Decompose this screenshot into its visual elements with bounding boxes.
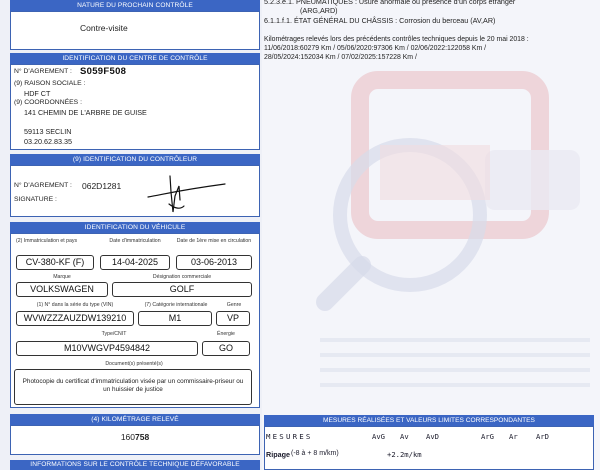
type-field: M10VWGVP4594842 — [16, 341, 198, 356]
date-immat-field: 14-04-2025 — [100, 255, 170, 270]
designation-field: GOLF — [112, 282, 252, 297]
controleur-header: (9) IDENTIFICATION DU CONTRÔLEUR — [10, 154, 260, 165]
col-arg: ArG — [481, 432, 494, 441]
infos-header: INFORMATIONS SUR LE CONTRÔLE TECHNIQUE DÉFAVORABLE — [10, 460, 260, 470]
controleur-agrement-value: 062D1281 — [82, 181, 122, 191]
raison-sociale-label: (9) RAISON SOCIALE : — [14, 80, 86, 87]
nature-prochain-value: Contre-visite — [80, 23, 128, 33]
categorie-label: (7) Catégorie internationale — [144, 302, 208, 308]
defect-line-2: (ARG,ARD) — [300, 6, 338, 15]
immat-label: (2) Immatriculation et pays — [16, 238, 78, 244]
centre-header: IDENTIFICATION DU CENTRE DE CONTRÔLE — [10, 53, 260, 64]
centre-phone: 03.20.62.83.35 — [24, 137, 72, 146]
kilometrage-value-tail: 758 — [135, 432, 150, 442]
centre-agrement-value: S059F508 — [80, 66, 127, 77]
car-watermark-icon — [300, 40, 600, 430]
nature-prochain-header: NATURE DU PROCHAIN CONTRÔLE — [10, 0, 260, 11]
date-mise-field: 03-06-2013 — [176, 255, 252, 270]
nature-prochain-box — [10, 11, 260, 50]
controleur-agrement-label: N° D'AGREMENT : — [14, 182, 72, 189]
vehicule-header: IDENTIFICATION DU VÉHICULE — [10, 222, 260, 233]
km-history-3: 28/05/2024:152034 Km / 07/02/2025:157228 Km / — [264, 54, 417, 61]
col-ar: Ar — [509, 432, 518, 441]
mesures-header: MESURES RÉALISÉES ET VALEURS LIMITES CORRESPONDANTES — [264, 415, 594, 426]
designation-label: Désignation commerciale — [152, 274, 212, 280]
vin-label: (1) N° dans la série du type (VIN) — [36, 302, 114, 308]
energie-field: GO — [202, 341, 250, 356]
categorie-field: M1 — [138, 311, 212, 326]
col-ard: ArD — [536, 432, 549, 441]
centre-address: 141 CHEMIN DE L'ARBRE DE GUISE — [24, 108, 147, 117]
raison-sociale-value: HDF CT — [24, 89, 51, 98]
centre-city: 59113 SECLIN — [24, 127, 72, 136]
immat-field: CV-380-KF (F) — [16, 255, 94, 270]
kilometrage-header: (4) KILOMÉTRAGE RELEVÉ — [10, 414, 260, 425]
ripage-range: (-8 à + 8 m/km) — [291, 450, 339, 457]
documents-box — [14, 369, 252, 405]
energie-label: Énergie — [217, 331, 235, 337]
coordonnees-label: (9) COORDONNÉES : — [14, 99, 82, 106]
marque-label: Marque — [53, 274, 71, 280]
mesures-label: MESURES — [266, 432, 313, 441]
documents-value: Photocopie du certificat d'immatriculation visée par un commissaire-priseur ou un huissier de justice — [22, 378, 244, 393]
signature-image — [140, 172, 230, 218]
date-immat-label: Date d'immatriculation — [109, 238, 161, 244]
centre-agrement-label: N° D'AGREMENT : — [14, 68, 72, 75]
col-av: Av — [400, 432, 409, 441]
col-avd: AvD — [426, 432, 439, 441]
defect-line-1: 5.2.3.e.1. PNEUMATIQUES : Usure anormale ou présence d'un corps étranger — [264, 0, 516, 6]
vin-field: WVWZZZAUZDW139210 — [16, 311, 134, 326]
kilometrage-value-main: 160 — [120, 432, 135, 442]
genre-field: VP — [216, 311, 250, 326]
col-avg: AvG — [372, 432, 385, 441]
defect-line-3: 6.1.1.f.1. ÉTAT GÉNÉRAL DU CHÂSSIS : Corrosion du berceau (AV,AR) — [264, 16, 496, 25]
km-history-1: Kilométrages relevés lors des précédents contrôles techniques depuis le 20 mai 2018 : — [264, 36, 529, 43]
ripage-value: +2.2m/km — [387, 450, 422, 459]
genre-label: Genre — [226, 302, 242, 308]
type-label: Type/CNIT — [101, 331, 127, 337]
ripage-label: Ripage — [266, 450, 290, 459]
signature-label: SIGNATURE : — [14, 196, 57, 203]
documents-label: Document(s) présenté(s) — [105, 361, 163, 367]
km-history-2: 11/06/2018:60279 Km / 05/06/2020:97306 Km / 02/06/2022:122058 Km / — [264, 45, 487, 52]
marque-field: VOLKSWAGEN — [16, 282, 108, 297]
kilometrage-value — [10, 432, 260, 442]
date-mise-label: Date de 1ère mise en circulation — [176, 238, 252, 244]
